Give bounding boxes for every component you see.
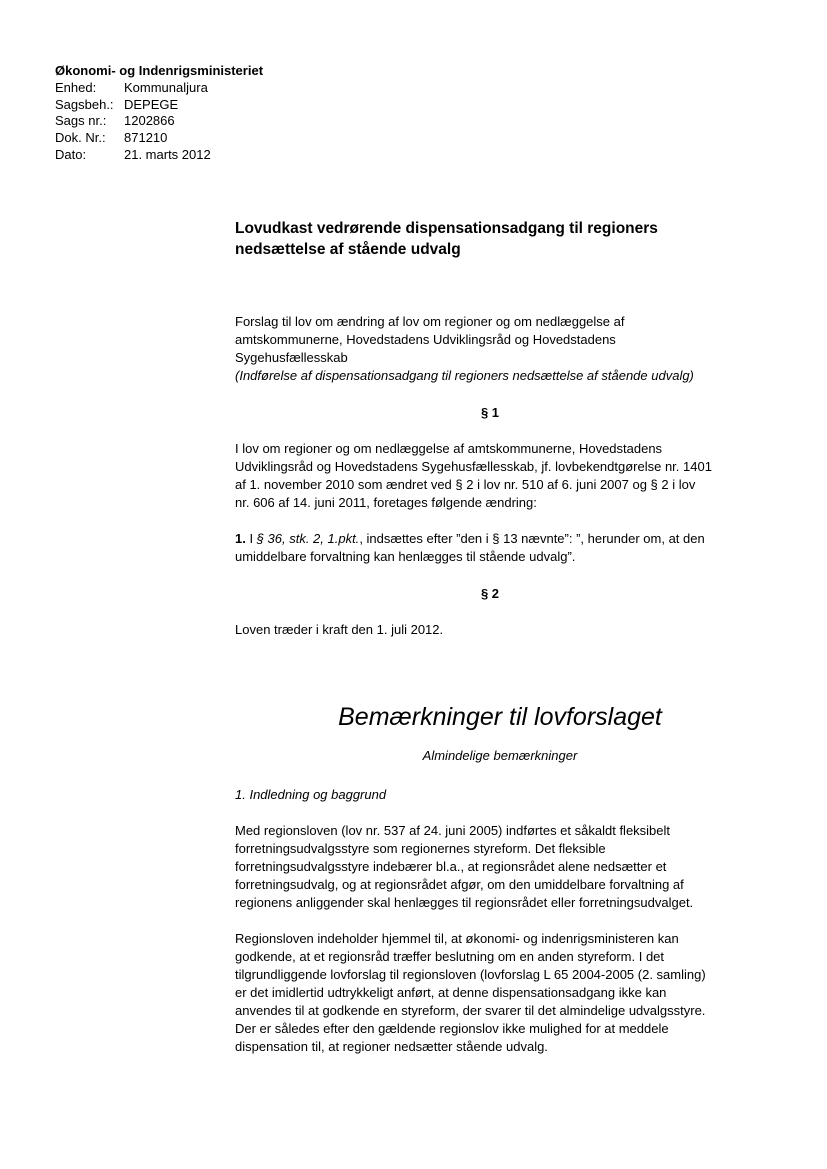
remarks-heading: 1. Indledning og baggrund [235, 787, 387, 802]
amendment-reference: § 36, stk. 2, 1.pkt. [256, 531, 360, 546]
document-title-line: Lovudkast vedrørende dispensationsadgang til regioners [235, 220, 658, 237]
meta-row-handler [55, 97, 263, 114]
paragraph-line: regionens anliggender skal henlægges til regionsrådet eller forretningsudvalget. [235, 895, 694, 910]
document-title-line: nedsættelse af stående udvalg [235, 241, 461, 258]
amendment-text: , indsættes efter ”den i § 13 nævnte”: ”, herunder om, at den [359, 531, 705, 546]
section-1-line: nr. 606 af 14. juni 2011, foretages følgende ændring: [235, 495, 537, 510]
meta-label: Dato: [55, 146, 87, 162]
meta-label: Sags nr.: [55, 113, 107, 129]
ministry-name: Økonomi- og Indenrigsministeriet [55, 63, 264, 78]
paragraph-line: dispensation til, at regioner nedsætter stående udvalg. [235, 1039, 548, 1054]
paragraph-line: anvendes til at godkende en styreform, der svarer til det almindelige udvalgsstyre. [235, 1003, 706, 1018]
amendment-text: I [245, 531, 257, 546]
remarks-title: Bemærkninger til lovforslaget [338, 703, 662, 731]
meta-value: DEPEGE [124, 96, 179, 112]
meta-value: 21. marts 2012 [124, 146, 211, 162]
paragraph-line: forretningsudvalgsstyre som regionernes styreform. Det fleksible [235, 841, 606, 856]
proposal-line: Forslag til lov om ændring af lov om regioner og om nedlæggelse af [235, 314, 625, 329]
document-meta [55, 63, 263, 164]
meta-row-date [55, 147, 263, 164]
section-1-line: Udviklingsråd og Hovedstadens Sygehusfællesskab, jf. lovbekendtgørelse nr. 1401 [235, 459, 712, 474]
paragraph-line: Der er således efter den gældende regionslov ikke mulighed for at meddele [235, 1021, 669, 1036]
section-1-line: af 1. november 2010 som ændret ved § 2 i lov nr. 510 af 6. juni 2007 og § 2 i lov [235, 477, 696, 492]
amendment-line [235, 530, 795, 548]
proposal-block [235, 313, 795, 385]
section-2-text: Loven træder i kraft den 1. juli 2012. [235, 622, 444, 637]
paragraph-line: Regionsloven indeholder hjemmel til, at økonomi- og indenrigsministeren kan [235, 931, 679, 946]
section-1-mark: § 1 [480, 405, 500, 420]
paragraph-line: tilgrundliggende lovforslag til regionsloven (lovforslag L 65 2004-2005 (2. samling) [235, 967, 706, 982]
document-title [235, 218, 795, 260]
paragraph-line: forretningsudvalg, og at regionsrådet afgør, om den umiddelbare forvaltning af [235, 877, 684, 892]
paragraph-line: Med regionsloven (lov nr. 537 af 24. juni 2005) indførtes et såkaldt fleksibelt [235, 823, 671, 838]
remarks-paragraph-1 [235, 822, 795, 912]
meta-value: Kommunaljura [124, 79, 208, 95]
meta-row-doc-number [55, 130, 263, 147]
proposal-line: Sygehusfællesskab [235, 350, 348, 365]
meta-row-unit [55, 80, 263, 97]
meta-label: Dok. Nr.: [55, 130, 106, 146]
proposal-subtitle: (Indførelse af dispensationsadgang til regioners nedsættelse af stående udvalg) [235, 368, 694, 383]
meta-value: 1202866 [124, 113, 175, 129]
meta-value: 871210 [124, 130, 168, 146]
remarks-paragraph-2 [235, 930, 795, 1056]
remarks-subtitle: Almindelige bemærkninger [422, 748, 578, 763]
amendment-line: umiddelbare forvaltning kan henlægges til stående udvalg”. [235, 549, 576, 564]
amendment-1 [235, 530, 795, 566]
paragraph-line: godkende, at et regionsråd træffer beslutning om en anden styreform. I det [235, 949, 665, 964]
paragraph-line: er det imidlertid udtrykkeligt anført, at denne dispensationsadgang ikke kan [235, 985, 667, 1000]
amendment-number: 1. [235, 531, 246, 546]
section-1-text [235, 440, 795, 512]
meta-row-case-number [55, 113, 263, 130]
paragraph-line: forretningsudvalgsstyre indebærer bl.a., at regionsrådet alene nedsætter et [235, 859, 667, 874]
section-1-line: I lov om regioner og om nedlæggelse af amtskommunerne, Hovedstadens [235, 441, 663, 456]
meta-label: Sagsbeh.: [55, 96, 114, 112]
meta-label: Enhed: [55, 79, 97, 95]
section-2-mark: § 2 [480, 586, 500, 601]
proposal-line: amtskommunerne, Hovedstadens Udviklingsråd og Hovedstadens [235, 332, 616, 347]
